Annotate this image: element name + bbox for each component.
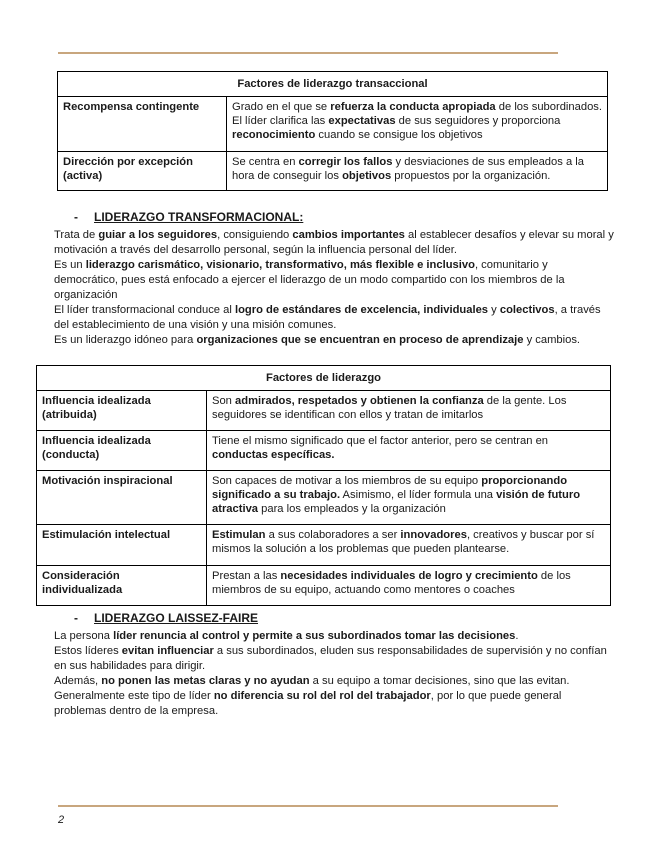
- transformational-text: [54, 228, 614, 348]
- text-run: Prestan a las: [212, 570, 281, 582]
- factor-description: [207, 566, 611, 606]
- paragraph: [54, 644, 614, 674]
- factor-description: [227, 152, 608, 191]
- page-number: 2: [58, 814, 65, 826]
- bold-text: corregir los fallos: [298, 156, 393, 168]
- text-run: al establecer desafíos y elevar su moral y motivación a través del desarrollo personal, según la influencia personal del líder.: [54, 229, 614, 256]
- text-run: Tiene el mismo significado que el factor anterior, pero se centran en: [212, 435, 549, 447]
- text-run: cuando se consigue los objetivos: [315, 129, 483, 141]
- text-run: Trata de: [54, 229, 99, 241]
- bold-text: líder renuncia al control y permite a sus subordinados tomar las decisiones: [113, 630, 516, 642]
- laissez-faire-text: [54, 629, 614, 719]
- text-run: de los subordinados. El líder clarifica las: [232, 101, 603, 127]
- text-run: a sus subordinados, eluden sus responsabilidades de supervisión y no confían en sus habilidades para dirigir.: [54, 645, 607, 672]
- bold-text: innovadores: [400, 529, 467, 541]
- text-run: y cambios.: [523, 334, 581, 346]
- text-run: Se centra en: [232, 156, 299, 168]
- bold-text: admirados, respetados y obtienen la confianza: [235, 395, 484, 407]
- bold-text: Estimulan: [212, 529, 266, 541]
- text-run: El líder transformacional conduce al: [54, 304, 235, 316]
- table-leadership-factors: [36, 365, 611, 606]
- factor-label: Recompensa contingente: [58, 97, 227, 152]
- text-run: Estos líderes: [54, 645, 122, 657]
- section-heading-transformational: LIDERAZGO TRANSFORMACIONAL:: [94, 210, 304, 224]
- footer-rule: [58, 805, 558, 807]
- bold-text: colectivos: [499, 304, 555, 316]
- factor-label: Dirección por excepción (activa): [58, 152, 227, 191]
- factor-description: [207, 431, 611, 471]
- text-run: Es un: [54, 259, 86, 271]
- bullet-marker: -: [74, 611, 78, 625]
- text-run: Asimismo, el líder formula una: [340, 489, 497, 501]
- factor-label: Influencia idealizada (atribuida): [37, 391, 207, 431]
- section-heading-laissez-faire: LIDERAZGO LAISSEZ-FAIRE: [94, 611, 259, 625]
- factor-label: Influencia idealizada (conducta): [37, 431, 207, 471]
- factor-description: [207, 471, 611, 525]
- text-run: Grado en el que se: [232, 101, 331, 113]
- bold-text: guiar a los seguidores: [98, 229, 218, 241]
- text-run: para los empleados y la organización: [258, 503, 446, 515]
- bold-text: no diferencia su rol del rol del trabajador: [213, 690, 431, 702]
- text-run: , comunitario y democrático, pues está enfocado a ejercer el liderazgo de un modo compartido con los miembros de la organización: [54, 259, 565, 301]
- paragraph: [54, 303, 614, 333]
- bold-text: logro de estándares de excelencia, individuales: [234, 304, 489, 316]
- text-run: de los miembros de su equipo, actuando como mentores o coaches: [212, 570, 571, 596]
- text-run: , creativos y buscar por sí mismos la solución a los problemas que pueden plantearse.: [212, 529, 595, 555]
- paragraph: [54, 258, 614, 303]
- table-title: Factores de liderazgo: [37, 366, 611, 391]
- bold-text: objetivos: [342, 170, 392, 182]
- paragraph: [54, 674, 614, 689]
- text-run: de la gente. Los seguidores se identifican con ellos y tratan de imitarlos: [212, 395, 567, 421]
- factor-description: [207, 391, 611, 431]
- text-run: propuestos por la organización.: [391, 170, 551, 182]
- header-rule: [58, 52, 558, 54]
- bold-text: visión de futuro atractiva: [212, 489, 581, 515]
- bold-text: conductas específicas.: [212, 449, 335, 461]
- bold-text: reconocimiento: [232, 129, 316, 141]
- text-run: y desviaciones de sus empleados a la hora de conseguir los: [232, 156, 584, 182]
- text-run: .: [515, 630, 519, 642]
- text-run: de sus seguidores y proporciona: [395, 115, 561, 127]
- bold-text: cambios importantes: [292, 229, 405, 241]
- text-run: Son: [212, 395, 236, 407]
- text-run: La persona: [54, 630, 114, 642]
- bold-text: liderazgo carismático, visionario, transformativo, más flexible e inclusivo: [85, 259, 475, 271]
- paragraph: [54, 333, 614, 348]
- paragraph: [54, 689, 614, 719]
- text-run: Además,: [54, 675, 102, 687]
- factor-label: Estimulación intelectual: [37, 525, 207, 566]
- paragraph: [54, 629, 614, 644]
- text-run: y: [488, 304, 500, 316]
- bold-text: no ponen las metas claras y no ayudan: [101, 675, 310, 687]
- factor-label: Motivación inspiracional: [37, 471, 207, 525]
- text-run: Es un liderazgo idóneo para: [54, 334, 197, 346]
- bold-text: evitan influenciar: [121, 645, 214, 657]
- bold-text: refuerza la conducta apropiada: [330, 101, 496, 113]
- bold-text: necesidades individuales de logro y crecimiento: [280, 570, 538, 582]
- text-run: Son capaces de motivar a los miembros de su equipo: [212, 475, 482, 487]
- text-run: , por lo que puede general problemas dentro de la empresa.: [54, 690, 562, 717]
- bullet-marker: -: [74, 210, 78, 224]
- text-run: a su equipo a tomar decisiones, sino que las evitan.: [309, 675, 570, 687]
- table-title: Factores de liderazgo transaccional: [58, 72, 608, 97]
- bold-text: organizaciones que se encuentran en proceso de aprendizaje: [196, 334, 524, 346]
- factor-label: Consideración individualizada: [37, 566, 207, 606]
- text-run: Generalmente este tipo de líder: [54, 690, 214, 702]
- text-run: , a través del establecimiento de una visión y una misión comunes.: [54, 304, 601, 331]
- factor-description: [227, 97, 608, 152]
- paragraph: [54, 228, 614, 258]
- text-run: a sus colaboradores a ser: [265, 529, 401, 541]
- factor-description: [207, 525, 611, 566]
- text-run: , consiguiendo: [217, 229, 293, 241]
- bold-text: proporcionando significado a su trabajo.: [212, 475, 568, 501]
- bold-text: expectativas: [328, 115, 396, 127]
- table-transactional-factors: [57, 71, 608, 191]
